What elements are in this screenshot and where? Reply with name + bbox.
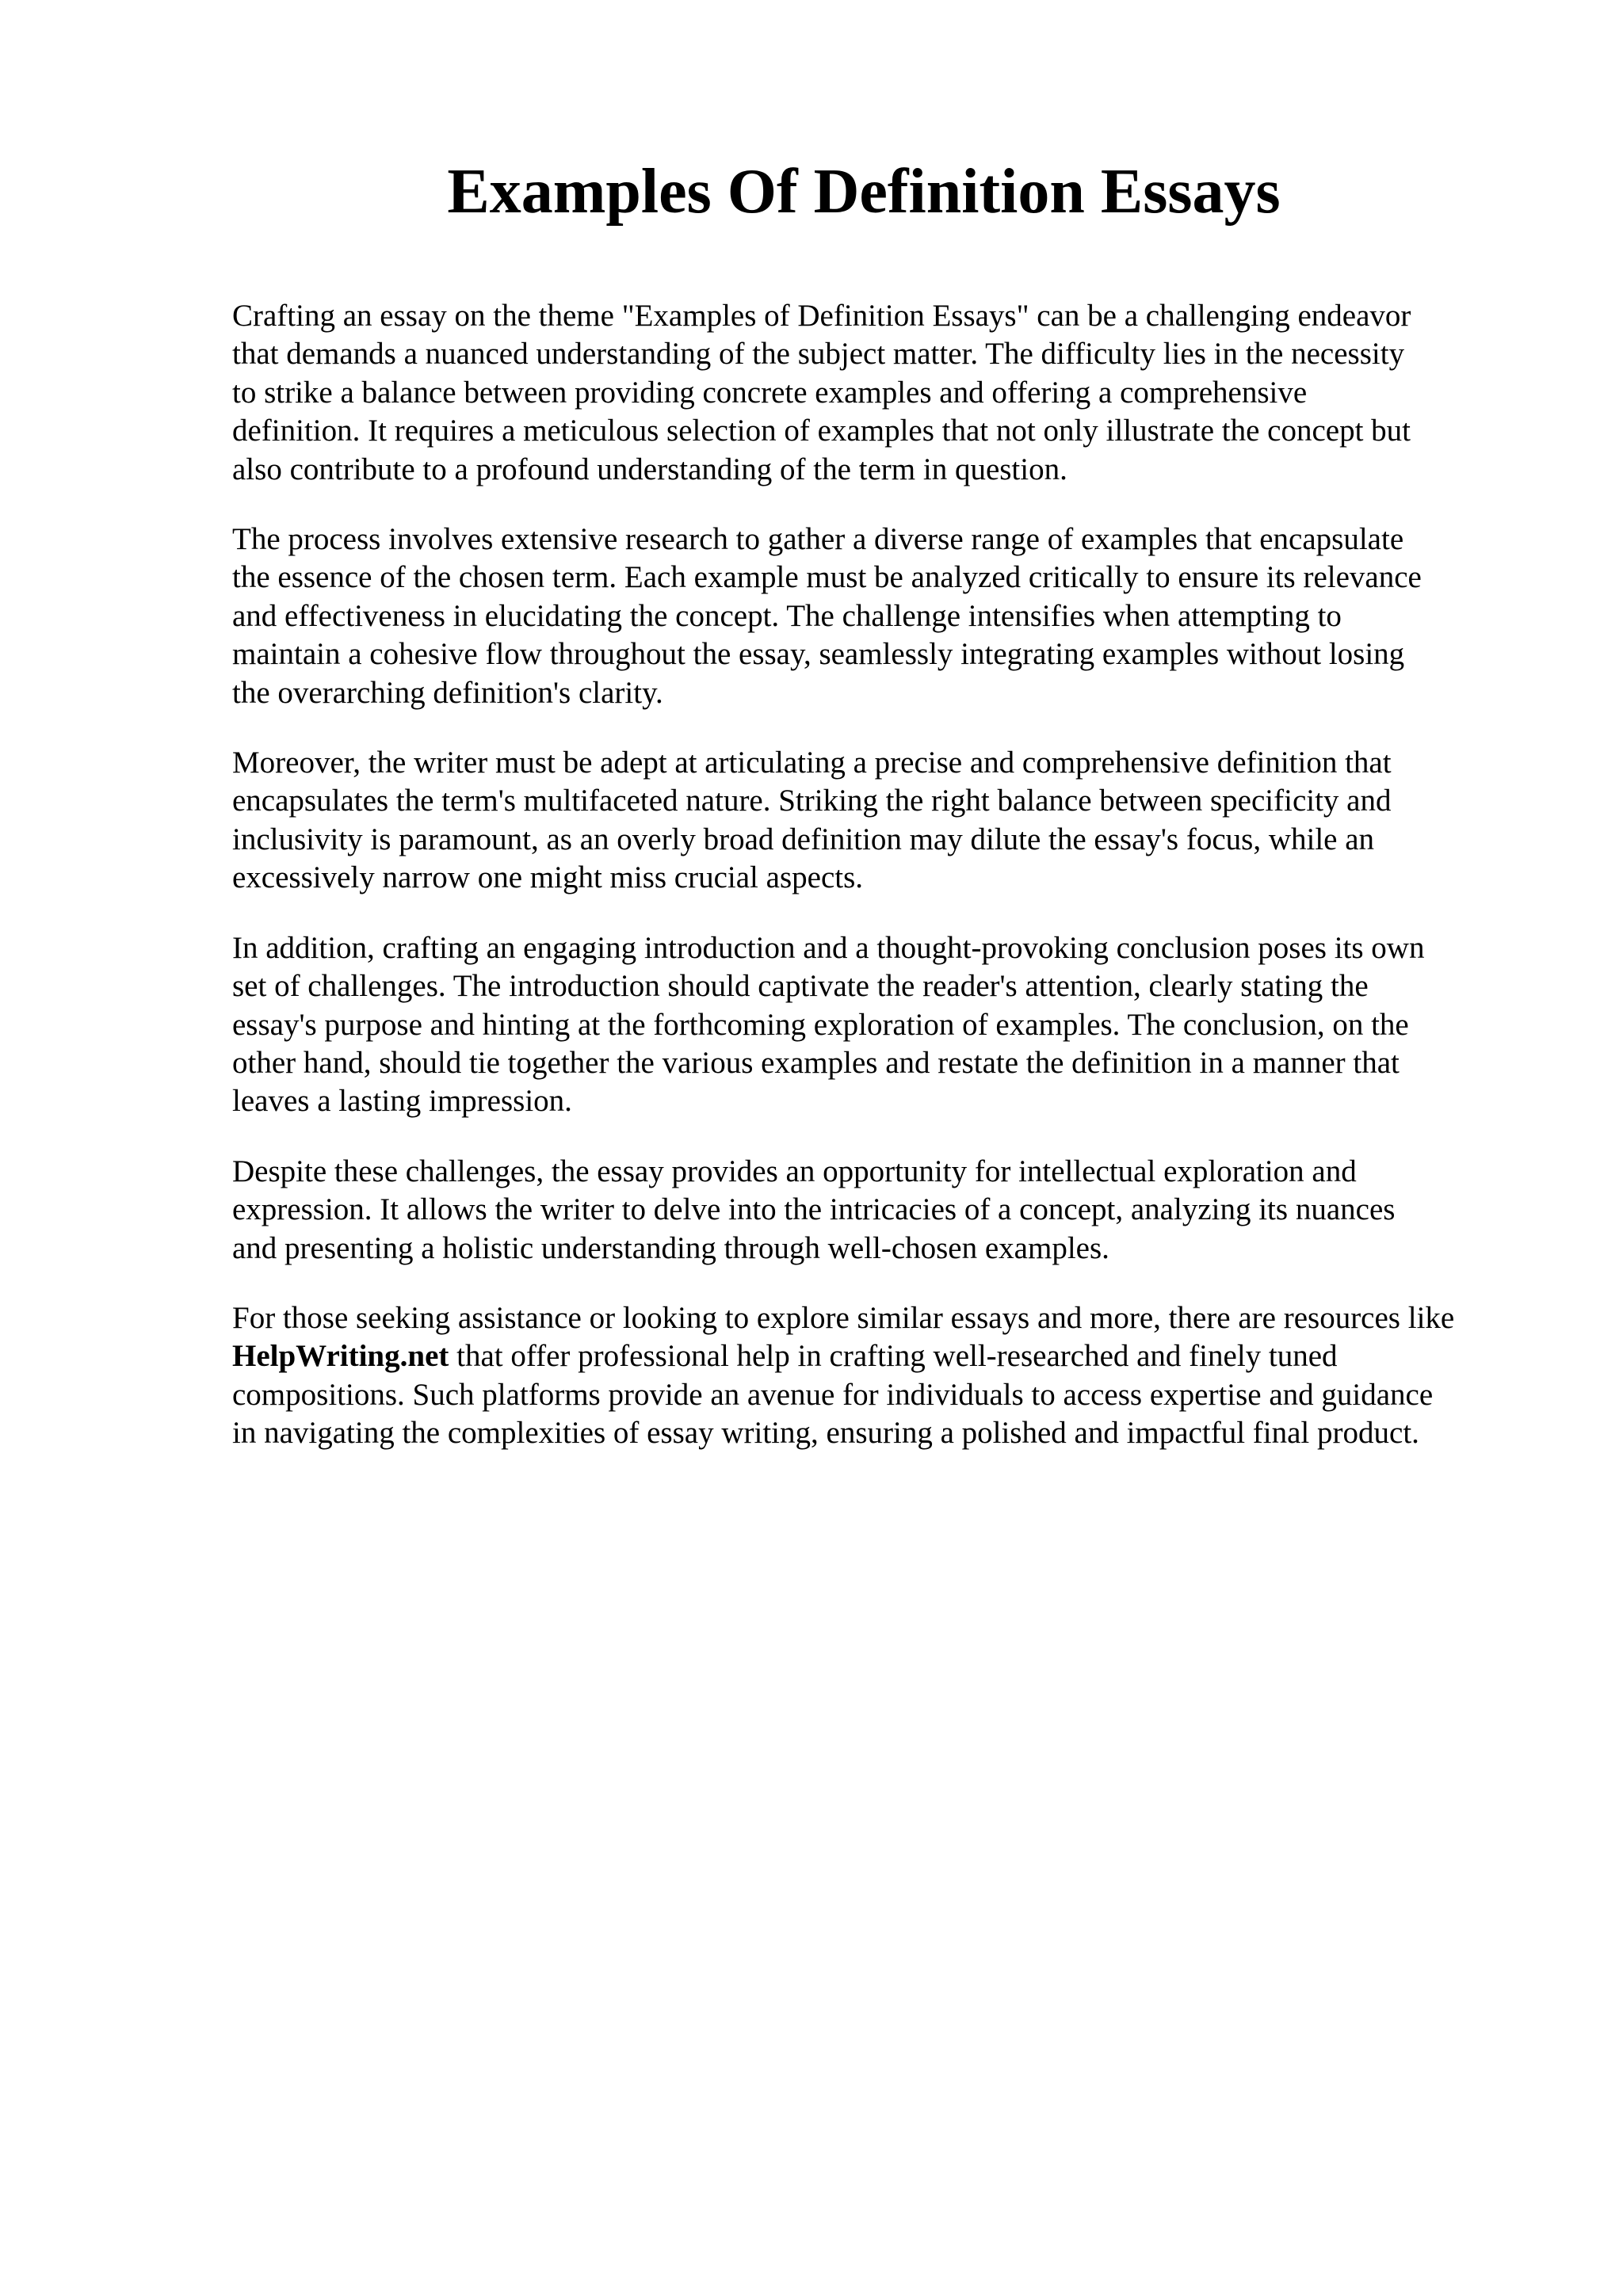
text-line: In addition, crafting an engaging introduction and a thought-provoking conclusion poses its own (232, 930, 1425, 965)
paragraph-1 (232, 297, 1548, 489)
text-line: Moreover, the writer must be adept at articulating a precise and comprehensive definition that (232, 746, 1392, 780)
text-fragment: that offer professional help in crafting well-researched and finely tuned (449, 1339, 1338, 1374)
text-line: that demands a nuanced understanding of the subject matter. The difficulty lies in the necessity (232, 337, 1405, 372)
paragraph-3 (232, 744, 1548, 898)
text-line: maintain a cohesive flow throughout the essay, seamlessly integrating examples without losing (232, 637, 1405, 672)
paragraph-6 (232, 1299, 1548, 1453)
text-line: leaves a lasting impression. (232, 1084, 572, 1119)
text-line: to strike a balance between providing concrete examples and offering a comprehensive (232, 375, 1308, 410)
text-line: Despite these challenges, the essay provides an opportunity for intellectual exploration and (232, 1154, 1357, 1188)
text-line: and presenting a holistic understanding through well-chosen examples. (232, 1230, 1109, 1265)
text-line: other hand, should tie together the various examples and restate the definition in a manner that (232, 1045, 1400, 1080)
text-line: expression. It allows the writer to delve into the intricacies of a concept, analyzing its nuances (232, 1192, 1396, 1227)
text-line: encapsulates the term's multifaceted nature. Striking the right balance between specificity and (232, 784, 1392, 818)
page-title: Examples Of Definition Essays (447, 157, 1281, 227)
text-line: set of challenges. The introduction should captivate the reader's attention, clearly stating the (232, 969, 1369, 1004)
text-line: Crafting an essay on the theme "Examples of Definition Essays" can be a challenging endeavor (232, 299, 1411, 333)
text-line: also contribute to a profound understanding of the term in question. (232, 452, 1067, 486)
text-line: and effectiveness in elucidating the concept. The challenge intensifies when attempting to (232, 598, 1342, 633)
text-line: excessively narrow one might miss crucial aspects. (232, 860, 864, 895)
paragraph-5 (232, 1153, 1548, 1268)
text-line: compositions. Such platforms provide an avenue for individuals to access expertise and guidance (232, 1377, 1434, 1412)
text-line: the overarching definition's clarity. (232, 675, 663, 710)
text-line: the essence of the chosen term. Each example must be analyzed critically to ensure its relevance (232, 560, 1422, 595)
paragraph-4 (232, 929, 1548, 1121)
text-line: definition. It requires a meticulous selection of examples that not only illustrate the concept but (232, 414, 1411, 448)
text-line: in navigating the complexities of essay writing, ensuring a polished and impactful final product. (232, 1416, 1419, 1451)
essay-body (232, 297, 1548, 1485)
text-line-with-brand (232, 1337, 1548, 1375)
text-line: The process involves extensive research to gather a diverse range of examples that encapsulate (232, 522, 1404, 557)
text-line: For those seeking assistance or looking to explore similar essays and more, there are resources like (232, 1300, 1455, 1335)
paragraph-2 (232, 521, 1548, 712)
text-line: inclusivity is paramount, as an overly broad definition may dilute the essay's focus, while an (232, 822, 1375, 856)
text-line: essay's purpose and hinting at the forthcoming exploration of examples. The conclusion, on the (232, 1007, 1409, 1042)
brand-name: HelpWriting.net (232, 1339, 449, 1374)
